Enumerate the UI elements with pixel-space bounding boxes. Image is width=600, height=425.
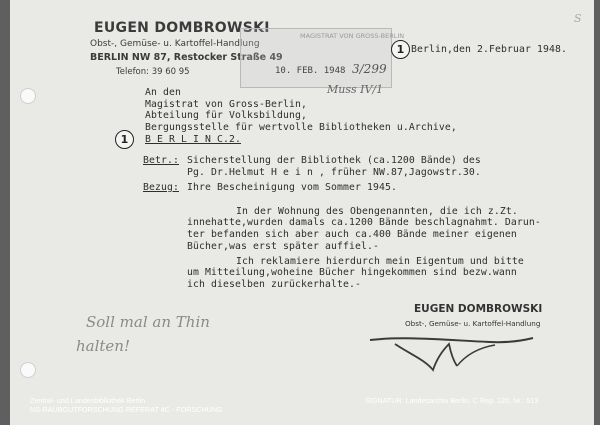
subject-line-2: Pg. Dr.Helmut H e i n , früher NW.87,Jagowstr.30.	[187, 167, 481, 178]
footer-signature: SIGNATUR: Landesarchiv Berlin, C Rep. 120, Nr.: 513	[365, 396, 539, 405]
recipient-line-1: An den	[145, 87, 181, 98]
marker-circle-1: 1	[391, 40, 410, 59]
signature-stamp-name: EUGEN DOMBROWSKI	[414, 303, 543, 315]
recipient-line-2: Magistrat von Gross-Berlin,	[145, 99, 307, 110]
marker-circle-2: 1	[115, 130, 134, 149]
paragraph2-line-3: ich dieselben zurückerhalte.-	[187, 279, 361, 290]
stamp-handwritten: Muss IV/1	[327, 83, 384, 96]
punch-hole-bottom	[20, 362, 36, 378]
reference-text: Ihre Bescheinigung vom Sommer 1945.	[187, 182, 397, 193]
recipient-line-4: Bergungsstelle für wertvolle Bibliotheken u.Archive,	[145, 122, 457, 133]
stamp-org: MAGISTRAT VON GROSS-BERLIN	[300, 32, 405, 40]
place-date: Berlin,den 2.Februar 1948.	[411, 44, 567, 55]
paragraph2-line-1: Ich reklamiere hierdurch mein Eigentum und bitte	[236, 256, 524, 267]
subject-line-1: Sicherstellung der Bibliothek (ca.1200 Bände) des	[187, 155, 481, 166]
footer-left-line-2: NS-RAUBGUTFORSCHUNG REFERAT 4C - FORSCHUNG	[30, 405, 223, 414]
letterhead-trade: Obst-, Gemüse- u. Kartoffel-Handlung	[90, 39, 260, 49]
letterhead-phone: Telefon: 39 60 95	[116, 67, 190, 77]
corner-mark: S	[574, 12, 582, 25]
subject-label: Betr.:	[143, 155, 179, 166]
letterhead-address: BERLIN NW 87, Restocker Straße 49	[90, 52, 283, 63]
reference-label: Bezug:	[143, 182, 179, 193]
signature-stamp-trade: Obst-, Gemüse- u. Kartoffel-Handlung	[405, 319, 541, 328]
letterhead-name: EUGEN DOMBROWSKI	[94, 20, 270, 36]
paragraph2-line-2: um Mitteilung,woheine Bücher hingekommen sind bezw.wann	[187, 267, 517, 278]
punch-hole-top	[20, 88, 36, 104]
paragraph1-line-4: Bücher,was erst später auffiel.-	[187, 241, 379, 252]
handwritten-signature	[365, 326, 540, 376]
paragraph1-line-3: ter befanden sich aber auch ca.400 Bände meiner eigenen	[187, 229, 517, 240]
stamp-date: 10. FEB. 1948	[275, 66, 346, 76]
recipient-city: B E R L I N C.2.	[145, 134, 241, 145]
stamp-number: 3/299	[352, 62, 387, 76]
paragraph1-line-1: In der Wohnung des Obengenannten, die ich z.Zt.	[236, 206, 518, 217]
margin-note-line-1: Soll mal an Thin	[86, 313, 210, 331]
margin-note-line-2: halten!	[76, 337, 130, 355]
footer-left-line-1: Zentral- und Landesbibliothek Berlin	[30, 396, 146, 405]
recipient-line-3: Abteilung für Volksbildung,	[145, 110, 307, 121]
paragraph1-line-2: innehatte,wurden damals ca.1200 Bände beschlagnahmt. Darun-	[187, 217, 541, 228]
